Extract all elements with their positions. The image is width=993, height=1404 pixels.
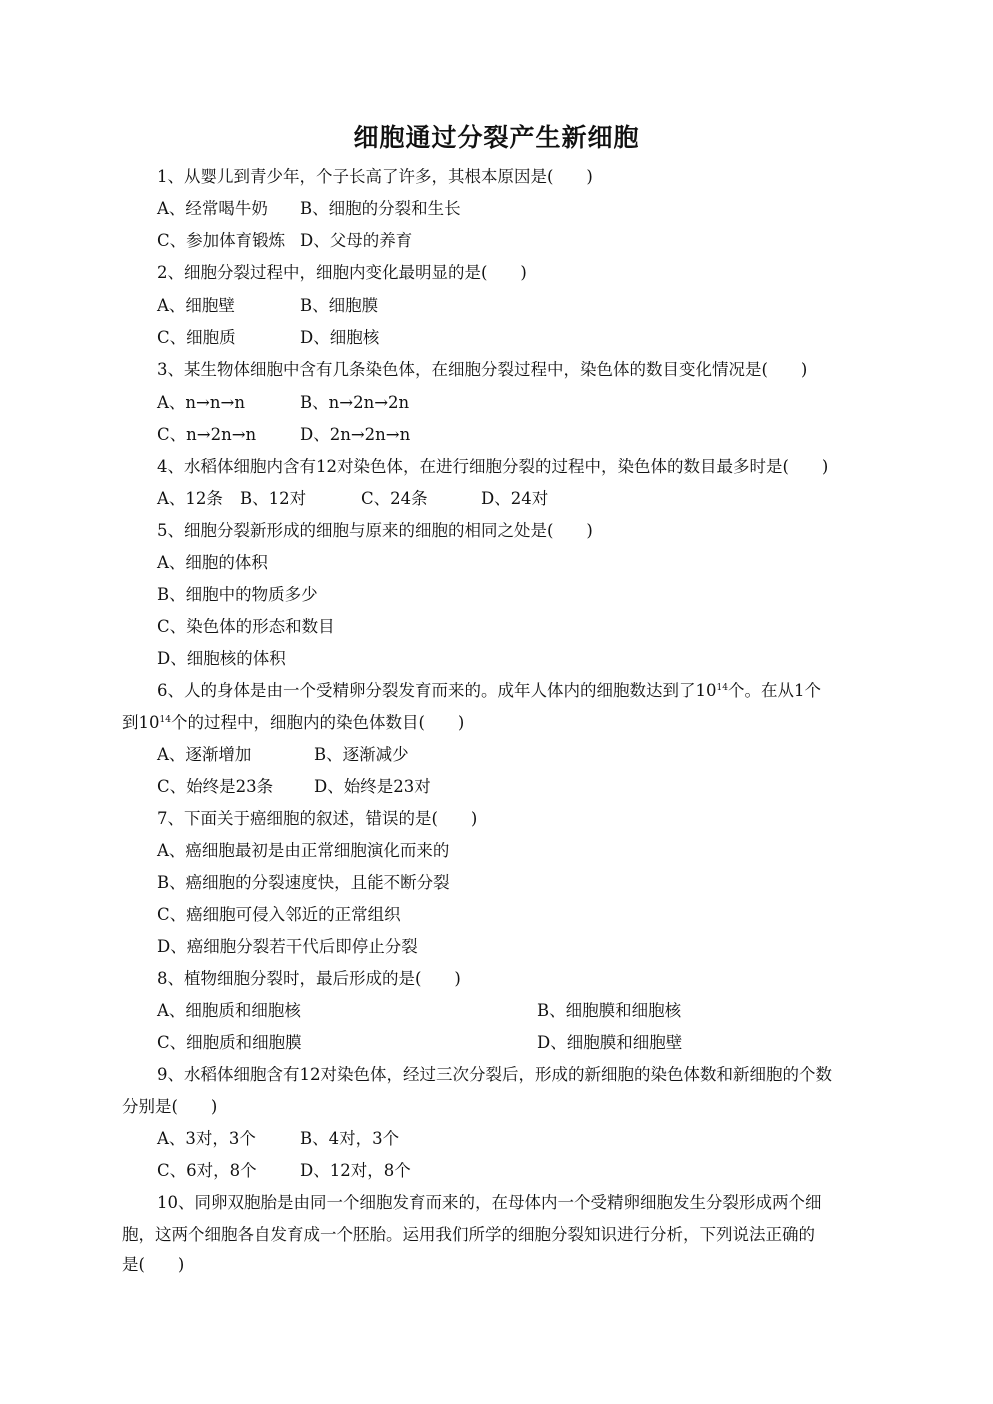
question-3-options-row-2 <box>157 424 410 446</box>
question-3-options-row-1 <box>157 392 409 414</box>
question-1-options-row-2 <box>157 230 412 252</box>
question-6-stem-line-2 <box>122 712 464 734</box>
question-7-option-d: D、癌细胞分裂若干代后即停止分裂 <box>157 937 418 956</box>
option-b: B、n→2n→2n <box>300 393 410 412</box>
stem-text: 个。在从1个 <box>727 681 821 700</box>
question-7-option-c: C、癌细胞可侵入邻近的正常组织 <box>157 905 401 924</box>
question-10-stem-line-1: 10、同卵双胞胎是由同一个细胞发育而来的，在母体内一个受精卵细胞发生分裂形成两个细 <box>157 1193 822 1212</box>
question-7-option-a: A、癌细胞最初是由正常细胞演化而来的 <box>157 841 450 860</box>
option-c: C、24条 <box>361 489 428 508</box>
option-b: B、细胞的分裂和生长 <box>300 199 461 218</box>
option-b: B、细胞膜 <box>300 296 379 315</box>
option-b: B、逐渐减少 <box>314 745 409 764</box>
question-6-options-row-1 <box>157 744 409 766</box>
option-d: D、细胞核 <box>300 328 380 347</box>
option-a: A、细胞质和细胞核 <box>157 1001 301 1020</box>
stem-text: 6、人的身体是由一个受精卵分裂发育而来的。成年人体内的细胞数达到了10 <box>157 681 717 700</box>
question-5-stem: 5、细胞分裂新形成的细胞与原来的细胞的相同之处是( ) <box>157 521 593 540</box>
question-8-stem: 8、植物细胞分裂时，最后形成的是( ) <box>157 969 461 988</box>
question-6-stem-line-1 <box>157 680 821 702</box>
question-3-stem: 3、某生物体细胞中含有几条染色体，在细胞分裂过程中，染色体的数目变化情况是( ) <box>157 360 808 379</box>
option-d: D、父母的养育 <box>300 231 413 250</box>
question-2-stem: 2、细胞分裂过程中，细胞内变化最明显的是( ) <box>157 263 527 282</box>
question-9-options-row-2 <box>157 1160 411 1182</box>
option-b: B、12对 <box>240 489 307 508</box>
question-5-option-d: D、细胞核的体积 <box>157 649 286 668</box>
question-8-options-row-1 <box>157 1000 681 1022</box>
question-7-option-b: B、癌细胞的分裂速度快，且能不断分裂 <box>157 873 450 892</box>
question-2-options-row-2 <box>157 327 379 349</box>
option-d: D、24对 <box>481 489 549 508</box>
page-title: 细胞通过分裂产生新细胞 <box>353 123 640 152</box>
option-a: A、12条 <box>157 489 223 508</box>
option-c: C、始终是23条 <box>157 777 274 796</box>
option-a: A、细胞壁 <box>157 296 235 315</box>
question-4-options <box>157 488 548 510</box>
option-c: C、细胞质和细胞膜 <box>157 1033 302 1052</box>
option-c: C、6对，8个 <box>157 1161 257 1180</box>
question-8-options-row-2 <box>157 1032 682 1054</box>
option-c: C、细胞质 <box>157 328 236 347</box>
option-d: D、细胞膜和细胞壁 <box>537 1033 683 1052</box>
question-10-stem-line-3: 是( ) <box>122 1255 185 1274</box>
option-c: C、n→2n→n <box>157 425 257 444</box>
option-a: A、逐渐增加 <box>157 745 252 764</box>
question-6-options-row-2 <box>157 776 431 798</box>
option-d: D、始终是23对 <box>314 777 431 796</box>
question-9-options-row-1 <box>157 1128 399 1150</box>
question-5-option-b: B、细胞中的物质多少 <box>157 585 318 604</box>
question-1-stem: 1、从婴儿到青少年，个子长高了许多，其根本原因是( ) <box>157 167 593 186</box>
exponent: 14 <box>159 715 171 725</box>
option-b: B、4对，3个 <box>300 1129 400 1148</box>
exponent: 14 <box>716 683 728 693</box>
question-5-option-a: A、细胞的体积 <box>157 553 268 572</box>
question-5-option-c: C、染色体的形态和数目 <box>157 617 335 636</box>
option-a: A、n→n→n <box>157 393 245 412</box>
option-a: A、经常喝牛奶 <box>157 199 268 218</box>
option-c: C、参加体育锻炼 <box>157 231 286 250</box>
question-10-stem-line-2: 胞，这两个细胞各自发育成一个胚胎。运用我们所学的细胞分裂知识进行分析，下列说法正确的 <box>122 1225 815 1244</box>
question-9-stem-line-1: 9、水稻体细胞含有12对染色体，经过三次分裂后，形成的新细胞的染色体数和新细胞的个数 <box>157 1065 832 1084</box>
option-d: D、12对，8个 <box>300 1161 411 1180</box>
question-4-stem: 4、水稻体细胞内含有12对染色体，在进行细胞分裂的过程中，染色体的数目最多时是( ) <box>157 457 829 476</box>
option-d: D、2n→2n→n <box>300 425 411 444</box>
question-7-stem: 7、下面关于癌细胞的叙述，错误的是( ) <box>157 809 478 828</box>
stem-text: 到10 <box>122 713 160 732</box>
stem-text: 个的过程中，细胞内的染色体数目( ) <box>170 713 465 732</box>
question-1-options-row-1 <box>157 198 461 220</box>
option-b: B、细胞膜和细胞核 <box>537 1001 682 1020</box>
option-a: A、3对，3个 <box>157 1129 256 1148</box>
question-2-options-row-1 <box>157 295 378 317</box>
question-9-stem-line-2: 分别是( ) <box>122 1097 218 1116</box>
